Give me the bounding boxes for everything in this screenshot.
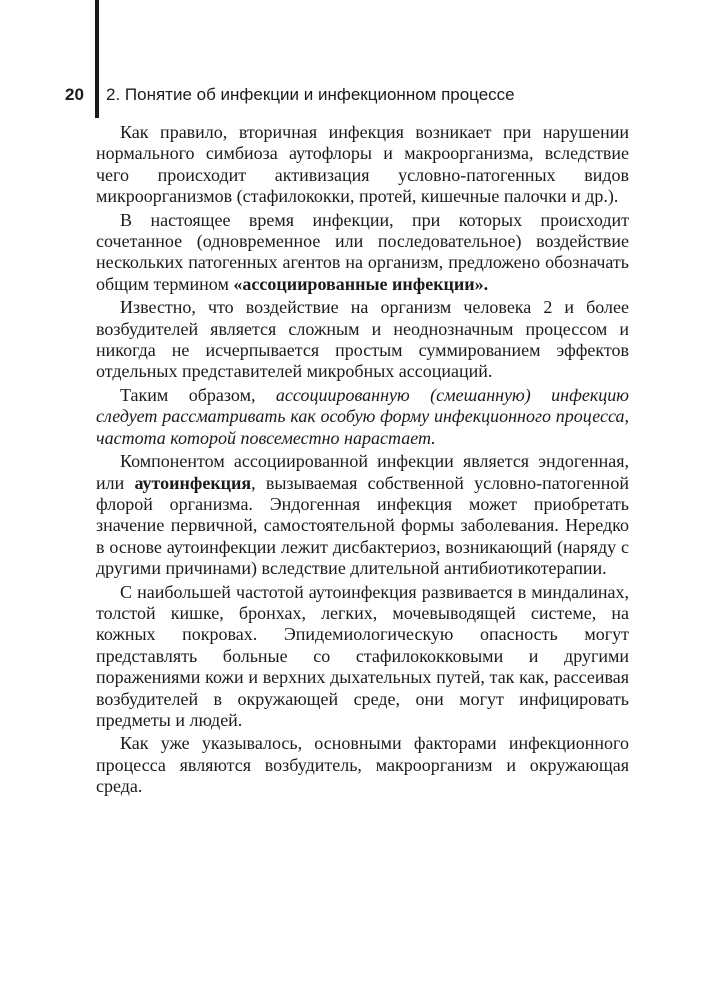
paragraph-1 xyxy=(96,122,629,208)
paragraph-text: Как правило, вторичная инфекция возникает при нарушении нормального симбиоза аутофлоры и макроорганизма, вследствие чего происходит активизация условно-патогенных видов микроорганизмов (стафилококки, протей, кишечные палочки и др.). xyxy=(96,122,629,207)
italic-definition: ассоциированную (смешанную) инфекцию следует рассматривать как особую форму инфекционного процесса, частота которой повсеместно нарастает. xyxy=(96,384,629,448)
body-text xyxy=(96,122,629,800)
running-title: 2. Понятие об инфекции и инфекционном процессе xyxy=(106,85,515,104)
paragraph-text: Таким образом, xyxy=(120,384,276,405)
paragraph-text: , вызываемая собственной условно-патогенной флорой организма. Эндогенная инфекция может приобретать значение первичной, самостоятельной формы заболевания. Нередко в основе аутоинфекции лежит дисбактериоз, возникающий (наряду с другими причинами) вследствие длительной антибиотикотерапии. xyxy=(96,472,629,579)
paragraph-7 xyxy=(96,733,629,797)
paragraph-text: Компонентом ассоциированной инфекции является эндогенная, или xyxy=(96,451,629,493)
paragraph-3 xyxy=(96,297,629,383)
paragraph-text: Известно, что воздействие на организм человека 2 и более возбудителей является сложным и неоднозначным процессом и никогда не исчерпывается простым суммированием эффектов отдельных представителей микробных ассоциаций. xyxy=(96,297,629,382)
paragraph-6 xyxy=(96,582,629,732)
page-number: 20 xyxy=(65,85,84,104)
term-autoinfection: аутоинфекция xyxy=(134,472,252,493)
margin-rule xyxy=(95,0,99,118)
paragraph-2 xyxy=(96,210,629,296)
paragraph-4 xyxy=(96,385,629,449)
paragraph-text: С наибольшей частотой аутоинфекция развивается в миндалинах, толстой кишке, бронхах, легких, мочевыводящей системе, на кожных покровах. Эпидемиологическую опасность могут представлять больные со стафилококковыми и другими поражениями кожи и верхних дыхательных путей, так как, рассеивая возбудителей в окружающей среде, они могут инфицировать предметы и людей. xyxy=(96,581,629,730)
paragraph-5 xyxy=(96,451,629,579)
term-associated-infections: «ассоциированные инфекции». xyxy=(233,273,489,294)
paragraph-text: В настоящее время инфекции, при которых происходит сочетанное (одновременное или последовательное) воздействие нескольких патогенных агентов на организм, предложено обозначать общим термином xyxy=(96,209,629,294)
paragraph-text: Как уже указывалось, основными факторами инфекционного процесса являются возбудитель, макроорганизм и окружающая среда. xyxy=(96,733,629,797)
